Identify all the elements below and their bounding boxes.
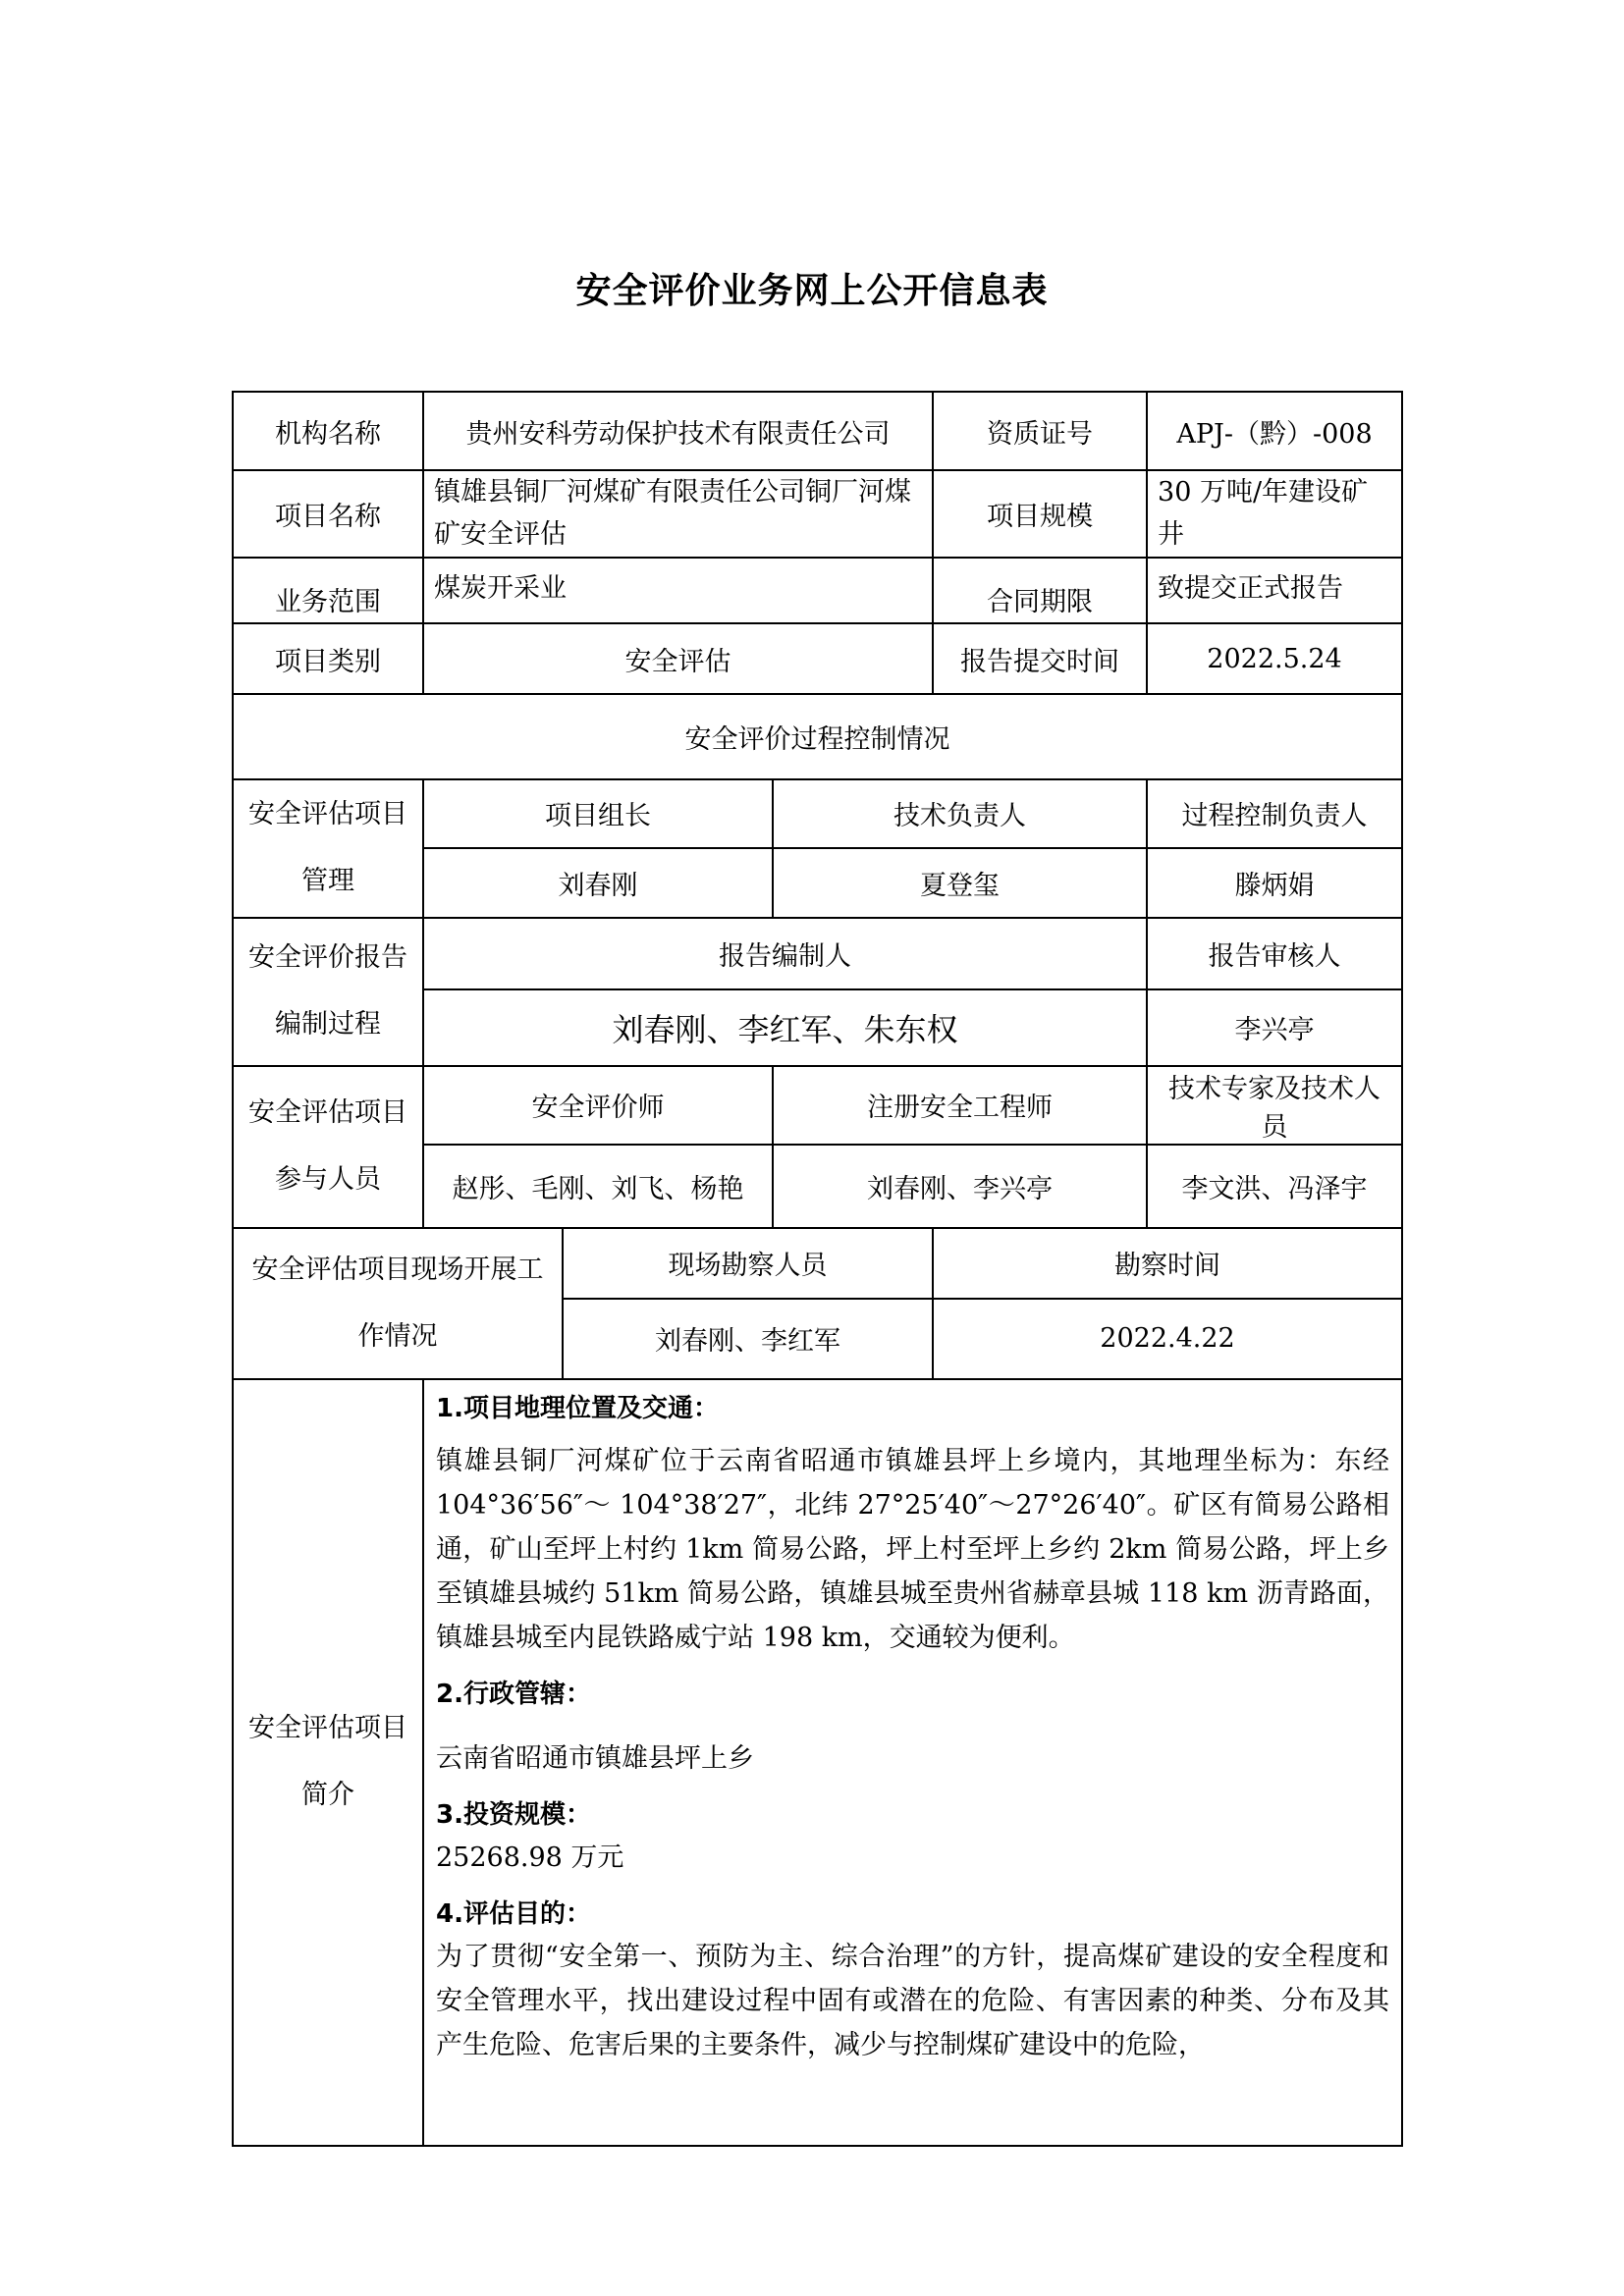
business-scope-value: 煤炭开采业: [423, 558, 933, 623]
report-submit-label: 报告提交时间: [933, 623, 1147, 694]
brief-heading-investment: 3.投资规模：: [436, 1799, 591, 1830]
project-category-label: 项目类别: [233, 623, 423, 694]
brief-text-purpose: 为了贯彻“安全第一、预防为主、综合治理”的方针，提高煤矿建设的安全程度和安全管理水平，找出建设过程中固有或潜在的危险、有害因素的种类、分布及其产生危险、危害后果的主要条件，减少与控制煤矿建设中的危险，: [436, 1941, 1390, 2060]
project-scale-value: 30 万吨/年建设矿井: [1147, 470, 1402, 557]
site-staff-value: 刘春刚、李红军: [563, 1299, 933, 1379]
brief-text-investment: 25268.98 万元: [436, 1842, 624, 1873]
project-name-label: 项目名称: [233, 470, 423, 557]
brief-heading-location: 1.项目地理位置及交通：: [436, 1393, 719, 1423]
brief-heading-admin: 2.行政管辖：: [436, 1679, 591, 1709]
project-scale-label: 项目规模: [933, 470, 1147, 557]
process-control-header: 安全评价过程控制情况: [233, 694, 1402, 778]
project-management-label: 安全评估项目管理: [233, 779, 423, 919]
org-value: 贵州安科劳动保护技术有限责任公司: [423, 392, 933, 470]
cert-value: APJ-（黔）-008: [1147, 392, 1402, 470]
tech-lead-value: 夏登玺: [773, 848, 1147, 918]
project-brief-label: 安全评估项目简介: [233, 1379, 423, 2146]
process-control-lead-label: 过程控制负责人: [1147, 779, 1402, 848]
cert-label: 资质证号: [933, 392, 1147, 470]
report-author-value: 刘春刚、李红军、朱东权: [423, 989, 1147, 1065]
process-control-lead-value: 滕炳娟: [1147, 848, 1402, 918]
project-name-value: 镇雄县铜厂河煤矿有限责任公司铜厂河煤矿安全评估: [423, 470, 933, 557]
participants-label: 安全评估项目参与人员: [233, 1066, 423, 1229]
brief-text-location: 镇雄县铜厂河煤矿位于云南省昭通市镇雄县坪上乡境内，其地理坐标为：东经 104°36′56″～ 104°38′27″，北纬 27°25′40″～27°26′40″。矿区有简易公路相通，矿山至坪上村约 1km 简易公路，坪上村至坪上乡约 2km 简易公路，坪上乡至镇雄县城约 51km 简易公路，镇雄县城至贵州省赫章县城 118 km 沥青路面，镇雄县城至内昆铁路威宁站 198 km，交通较为便利。: [436, 1445, 1390, 1653]
report-submit-value: 2022.5.24: [1147, 623, 1402, 694]
survey-time-label: 勘察时间: [933, 1228, 1402, 1298]
safety-evaluator-label: 安全评价师: [423, 1066, 773, 1145]
brief-heading-purpose: 4.评估目的：: [436, 1898, 591, 1929]
info-table: [232, 391, 1403, 2147]
report-process-label: 安全评价报告编制过程: [233, 918, 423, 1066]
brief-text-admin: 云南省昭通市镇雄县坪上乡: [436, 1742, 754, 1774]
business-scope-label: 业务范围: [233, 558, 423, 623]
registered-engineer-label: 注册安全工程师: [773, 1066, 1147, 1145]
safety-evaluator-value: 赵彤、毛刚、刘飞、杨艳: [423, 1145, 773, 1228]
project-category-value: 安全评估: [423, 623, 933, 694]
report-reviewer-label: 报告审核人: [1147, 918, 1402, 989]
org-label: 机构名称: [233, 392, 423, 470]
tech-expert-label: 技术专家及技术人员: [1147, 1066, 1402, 1145]
survey-time-value: 2022.4.22: [933, 1299, 1402, 1379]
site-work-label: 安全评估项目现场开展工作情况: [233, 1228, 563, 1379]
tech-lead-label: 技术负责人: [773, 779, 1147, 848]
contract-period-value: 致提交正式报告: [1147, 558, 1402, 623]
contract-period-label: 合同期限: [933, 558, 1147, 623]
report-author-label: 报告编制人: [423, 918, 1147, 989]
site-staff-label: 现场勘察人员: [563, 1228, 933, 1298]
project-brief-content: [423, 1379, 1402, 2146]
tech-expert-value: 李文洪、冯泽宇: [1147, 1145, 1402, 1228]
team-leader-label: 项目组长: [423, 779, 773, 848]
team-leader-value: 刘春刚: [423, 848, 773, 918]
registered-engineer-value: 刘春刚、李兴亭: [773, 1145, 1147, 1228]
report-reviewer-value: 李兴亭: [1147, 989, 1402, 1065]
page-title: 安全评价业务网上公开信息表: [575, 271, 1049, 311]
